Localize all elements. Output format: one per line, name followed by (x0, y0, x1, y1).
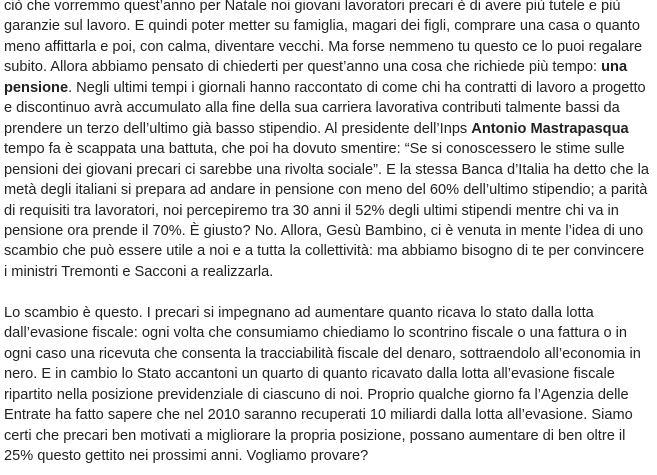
text-segment: metà degli italiani si prepara ad andare in pensione con meno del 60% dell’ultimo stipendio; a parità (4, 182, 648, 199)
text-segment: meno affittarla e poi, con calma, diventare vecchi. Ma forse nemmeno tu questo ce lo puoi regalare (4, 38, 643, 55)
text-line (4, 405, 644, 425)
text-line (4, 241, 644, 261)
text-segment: ripartito nella posizione previdenziale di ciascuno di noi. Proprio qualche giorno fa l’Agenzia delle (4, 386, 629, 403)
text-segment: subito. Allora abbiamo pensato di chiederti per quest’anno una cosa che richiede più tempo: (4, 59, 602, 76)
text-line (4, 426, 644, 446)
article-paragraph (4, 0, 649, 282)
text-segment: di requisiti tra lavoratori, noi percepiremo tra 30 anni il 52% degli ultimi stipendi mentre chi va in (4, 202, 619, 219)
text-line (4, 0, 644, 16)
text-line (4, 385, 644, 405)
text-segment: Lo scambio è questo. I precari si impegnano ad aumentare quanto ricava lo stato dalla lotta (4, 304, 594, 321)
text-line (4, 180, 648, 200)
text-line (4, 37, 644, 57)
text-segment: Entrate ha fatto sapere che nel 2010 saranno recuperati 10 miliardi dalla lotta all’evasione. Siamo (4, 407, 633, 424)
text-line (4, 119, 644, 139)
article-paragraph (4, 303, 644, 467)
text-segment: pensione ora prende il 70%. È giusto? No. Allora, Gesù Bambino, ci è venuta in mente l’idea di uno (4, 222, 644, 239)
text-segment: tempo fa è scappata una battuta, che poi ha dovuto smentire: “Se si conoscessero le stime sulle (4, 141, 625, 158)
text-segment: certi che precari ben motivati a migliorare la propria posizione, possano aumentare di ben oltre il (4, 427, 626, 444)
text-line (4, 221, 644, 241)
text-line (4, 262, 644, 282)
text-line (4, 303, 644, 323)
text-line (4, 201, 644, 221)
article-body (4, 0, 649, 466)
text-line (4, 16, 644, 36)
text-line (4, 344, 644, 364)
text-segment: 25% questo gettito nei prossimi anni. Vogliamo provare? (4, 447, 369, 464)
text-segment: e discontinuo avrà accumulato alla fine della sua carriera lavorativa contributi talmente bassi da (4, 100, 620, 117)
text-line (4, 98, 644, 118)
bold-text: pensione (4, 79, 69, 96)
text-line (4, 323, 644, 343)
text-segment: scambio che può essere utile a noi e a tutta la collettività: ma abbiamo bisogno di te per convincere (4, 243, 645, 260)
text-line (4, 364, 644, 384)
text-line (4, 139, 644, 159)
text-segment: ciò che vorremmo quest’anno per Natale noi giovani lavoratori precari è di avere più tutele e più (4, 0, 621, 14)
text-segment: garanzie sul lavoro. E quindi poter metter su famiglia, magari dei figli, comprare una casa o quanto (4, 18, 640, 35)
text-segment: . Negli ultimi tempi i giornali hanno raccontato di come chi ha contratti di lavoro a progetto (68, 79, 646, 96)
text-segment: nero. E in cambio lo Stato accantoni un quarto di quanto ricavato dalla lotta all’evasione fiscale (4, 366, 615, 383)
text-segment: pensioni dei giovani precari ci sarebbe una rivolta sociale”. E la stessa Banca d’Italia ha detto che la (4, 161, 649, 178)
text-line (4, 78, 644, 98)
text-segment: prendere un terzo dell’ultimo già basso stipendio. Al presidente dell’Inps (4, 120, 472, 137)
text-segment: dall’evasione fiscale: ogni volta che consumiamo chiediamo lo scontrino fiscale o una fattura o in (4, 325, 628, 342)
text-segment: ogni caso una ricevuta che consenta la tracciabilità fiscale del denaro, sottraendolo all’economia in (4, 345, 641, 362)
text-segment: i ministri Tremonti e Sacconi a realizzarla. (4, 263, 274, 280)
bold-text: Antonio Mastrapasqua (471, 120, 629, 137)
text-line (4, 57, 644, 77)
text-line (4, 446, 644, 466)
bold-text: una (601, 59, 628, 76)
text-line (4, 160, 649, 180)
